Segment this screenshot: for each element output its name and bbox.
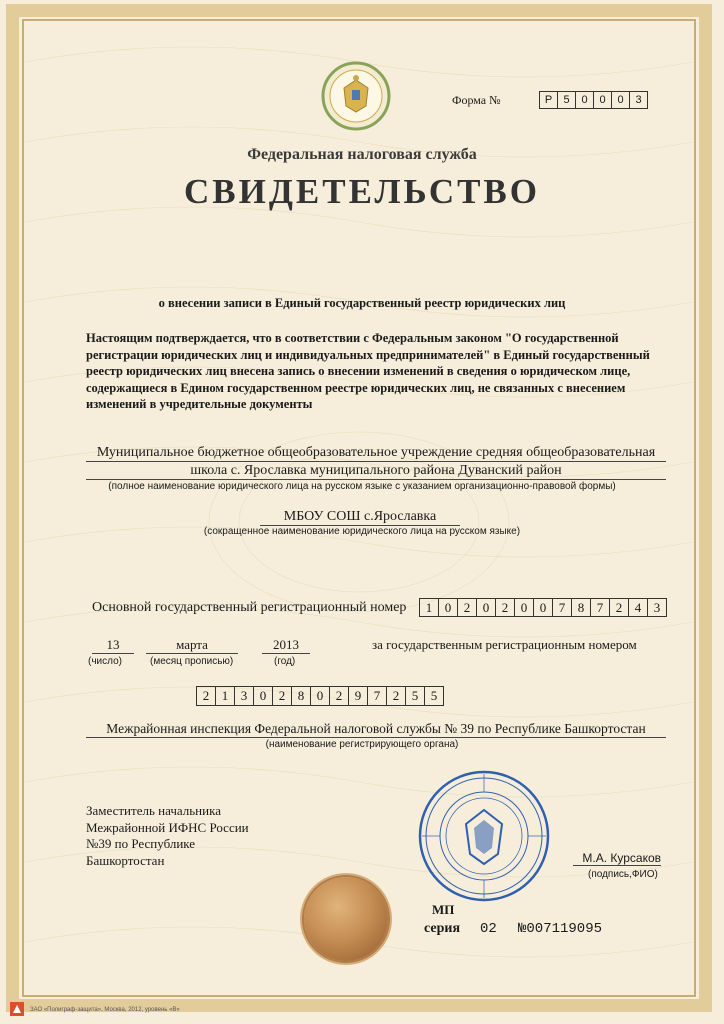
ogrn-number-boxes <box>419 598 667 617</box>
printer-footer: ЗАО «Полиграф-защита», Москва, 2012, уровень «В» <box>30 1007 180 1013</box>
agency-name: Федеральная налоговая служба <box>247 146 477 163</box>
form-number-cell: 0 <box>612 92 630 108</box>
ogrn-cell: 3 <box>653 599 661 615</box>
date-month-caption: (месяц прописью) <box>150 656 234 667</box>
signer-position-line: Межрайонной ИФНС России <box>86 819 249 835</box>
entity-full-name <box>86 444 666 480</box>
entity-full-name-line: школа с. Ярославка муниципального района Дуванский район <box>86 462 666 480</box>
grn-cell: 2 <box>273 687 292 705</box>
date-day: 13 <box>92 637 134 654</box>
form-number-boxes <box>539 91 648 109</box>
official-seal-icon <box>416 768 552 904</box>
statement-text: Настоящим подтверждается, что в соответствии с Федеральным законом "О государственной регистрации юридических лиц и индивидуальных предпринимателей" в Единый государственный реестр юридических лиц внесена запись о внесении изменений в сведения о юридическом лице, содержащиеся в Едином государственном реестре юридических лиц, не связанных с внесением изменений в учредительные документы <box>86 331 650 411</box>
entity-short-name: МБОУ СОШ с.Ярославка <box>260 509 460 526</box>
ogrn-cell: 4 <box>629 599 648 616</box>
form-label: Форма № <box>452 93 501 107</box>
grn-cell: 5 <box>430 688 438 703</box>
signer-position-line: Заместитель начальника <box>86 803 221 818</box>
grn-cell: 2 <box>197 687 216 705</box>
ogrn-cell: 7 <box>553 599 572 616</box>
registration-number-label: за государственным регистрационным номером <box>372 637 637 652</box>
date-day-caption: (число) <box>88 656 122 667</box>
signer-position-line: №39 по Республике <box>86 836 196 851</box>
grn-cell: 5 <box>406 687 425 705</box>
form-number-cell: 5 <box>558 92 576 108</box>
series-value: 02 <box>480 921 497 937</box>
ogrn-cell: 0 <box>477 599 496 616</box>
document-subtitle: о внесении записи в Единый государственный реестр юридических лиц <box>158 296 566 310</box>
grn-cell: 2 <box>387 687 406 705</box>
ogrn-cell: 0 <box>439 599 458 616</box>
entity-full-name-line: Муниципальное бюджетное общеобразовательное учреждение средняя общеобразовательная <box>86 444 666 462</box>
ogrn-cell: 7 <box>591 599 610 616</box>
grn-cell: 1 <box>216 687 235 705</box>
gold-seal-icon <box>304 877 388 961</box>
form-number-cell: 0 <box>576 92 594 108</box>
date-year-caption: (год) <box>274 656 296 667</box>
ogrn-cell: 2 <box>610 599 629 616</box>
date-month: марта <box>146 637 238 654</box>
grn-cell: 0 <box>254 687 273 705</box>
signer-position <box>86 803 249 869</box>
date-year: 2013 <box>262 637 310 654</box>
form-number-cell: 3 <box>635 94 642 106</box>
signer-position-line: Башкортостан <box>86 852 165 868</box>
short-name-caption: (сокращенное наименование юридического лица на русском языке) <box>203 526 521 537</box>
ogrn-cell: 2 <box>496 599 515 616</box>
form-number-cell: 0 <box>594 92 612 108</box>
ogrn-cell: 1 <box>420 599 439 616</box>
full-name-caption: (полное наименование юридического лица на русском языке с указанием организационно-правовой формы) <box>108 481 616 492</box>
grn-cell: 0 <box>311 687 330 705</box>
fns-emblem-icon <box>320 60 392 132</box>
document-title: СВИДЕТЕЛЬСТВО <box>183 172 541 211</box>
series-label: серия <box>424 921 461 936</box>
registering-authority: Межрайонная инспекция Федеральной налоговой службы № 39 по Республике Башкортостан <box>86 721 666 738</box>
ogrn-label: Основной государственный регистрационный номер <box>92 600 407 615</box>
grn-cell: 7 <box>368 687 387 705</box>
form-number-cell: Р <box>540 92 558 108</box>
seal-place-label: МП <box>432 902 455 917</box>
grn-number-boxes <box>196 686 444 706</box>
printer-logo-icon <box>10 1002 24 1016</box>
certificate-number: №007119095 <box>518 921 603 937</box>
registering-authority-caption: (наименование регистрирующего органа) <box>265 739 459 750</box>
grn-cell: 8 <box>292 687 311 705</box>
grn-cell: 3 <box>235 687 254 705</box>
ogrn-cell: 0 <box>515 599 534 616</box>
grn-cell: 9 <box>349 687 368 705</box>
ogrn-cell: 8 <box>572 599 591 616</box>
signer-name: М.А. Курсаков <box>573 851 661 866</box>
grn-cell: 2 <box>330 687 349 705</box>
ogrn-cell: 2 <box>458 599 477 616</box>
ogrn-cell: 0 <box>534 599 553 616</box>
signer-caption: (подпись,ФИО) <box>588 869 658 880</box>
